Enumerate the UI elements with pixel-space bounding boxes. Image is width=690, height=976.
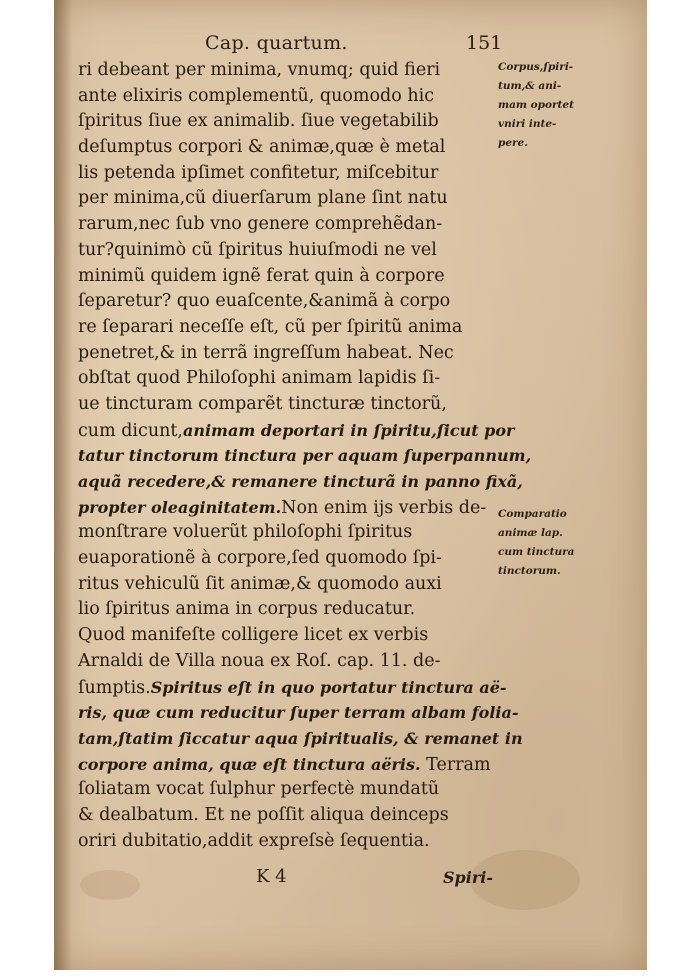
- text-line: rarum,nec ſub vno genere comprehẽdan-: [78, 214, 443, 235]
- italic-quote: animam deportari in ſpiritu,ſicut por: [182, 420, 515, 440]
- margin-note-comparison: [498, 505, 608, 581]
- text-line: penetret,& in terrã ingreſſum habeat. Nec: [78, 342, 454, 363]
- text-run: cum dicunt,: [78, 420, 183, 441]
- text-line: ri debeant per minima, vnumq; quid fieri: [78, 60, 441, 80]
- text-line: ſpiritus ſiue ex animalib. ſiue vegetabilib: [78, 111, 439, 132]
- catchword: Spiri-: [443, 868, 493, 887]
- margin-note-line: Comparatio: [498, 508, 567, 520]
- text-line: monſtrare voluerũt philoſophi ſpiritus: [78, 522, 413, 543]
- text-line: [78, 675, 508, 701]
- italic-quote-line: aquã recedere,& remanere tincturã in panno fixã,: [78, 472, 523, 491]
- margin-note-line: vniri inte-: [498, 118, 557, 130]
- margin-note-line: tinctorum.: [498, 565, 561, 577]
- text-line: [78, 418, 515, 444]
- page-stain: [80, 870, 140, 900]
- text-line: minimũ quidem ignẽ ferat quin à corpore: [78, 265, 445, 286]
- margin-note-line: mam oportet: [498, 99, 574, 111]
- signature-mark: K 4: [256, 866, 287, 887]
- text-line: [78, 495, 508, 521]
- margin-note-line: cum tinctura: [498, 546, 575, 558]
- page-number: 151: [466, 32, 503, 54]
- italic-quote-line: tam,ſtatim ſiccatur aqua ſpiritualis, & remanet in: [78, 728, 523, 748]
- text-line: euaporationẽ à corpore,ſed quomodo ſpi-: [78, 548, 442, 569]
- text-line: Arnaldi de Villa noua ex Roſ. cap. 11. de-: [78, 650, 441, 671]
- text-line: tur?quinimò cũ ſpiritus huiuſmodi ne vel: [78, 239, 437, 260]
- text-line: lio ſpiritus anima in corpus reducatur.: [78, 599, 416, 620]
- text-line: per minima,cũ diuerſarum plane ſint natu: [78, 188, 448, 209]
- text-line: lis petenda ipſimet confitetur, miſcebitur: [78, 162, 439, 183]
- italic-quote: Spiritus eſt in quo portatur tinctura aë-: [150, 677, 507, 697]
- italic-quote: corpore anima, quæ eſt tinctura aëris.: [78, 754, 421, 774]
- italic-quote-line: tatur tinctorum tinctura per aquam ſuperpannum,: [78, 446, 532, 466]
- text-line: re ſeparari neceſſe eſt, cũ per ſpiritũ anima: [78, 316, 463, 337]
- text-line: oriri dubitatio,addit expreſsè ſequentia.: [78, 830, 430, 851]
- margin-note-line: tum,& ani-: [498, 80, 562, 92]
- margin-note-line: pere.: [498, 137, 528, 149]
- margin-note-spirit-body: [498, 58, 608, 153]
- page-binding-shadow: [54, 0, 72, 970]
- text-run: ſumptis.: [78, 677, 151, 698]
- text-line: obſtat quod Philoſophi animam lapidis ſi-: [78, 368, 441, 389]
- text-line: ritus vehiculũ ſit animæ,& quomodo auxi: [78, 573, 442, 594]
- text-run: Non enim ijs verbis de-: [281, 497, 487, 518]
- italic-quote: propter oleaginitatem.: [78, 497, 282, 517]
- text-line: Quod manifeſte colligere licet ex verbis: [78, 625, 429, 646]
- margin-note-line: animæ lap.: [498, 527, 563, 539]
- text-line: [78, 752, 508, 778]
- italic-quote-line: ris, quæ cum reducitur ſuper terram albam folia-: [78, 703, 519, 723]
- text-run: Terram: [420, 754, 491, 775]
- text-line: ſoliatam vocat ſulphur perfectè mundatũ: [78, 779, 440, 800]
- text-line: & dealbatum. Et ne poſſit aliqua deinceps: [78, 804, 449, 825]
- text-line: ante elixiris complementũ, quomodo hic: [78, 85, 435, 106]
- text-line: deſumptus corpori & animæ,quæ è metal: [78, 137, 446, 158]
- margin-note-line: Corpus,ſpiri-: [498, 61, 574, 73]
- text-line: ue tincturam comparẽt tincturæ tinctorũ,: [78, 393, 447, 414]
- text-line: ſeparetur? quo euaſcente,&animã à corpo: [78, 291, 451, 312]
- running-header: Cap. quartum.: [205, 32, 348, 54]
